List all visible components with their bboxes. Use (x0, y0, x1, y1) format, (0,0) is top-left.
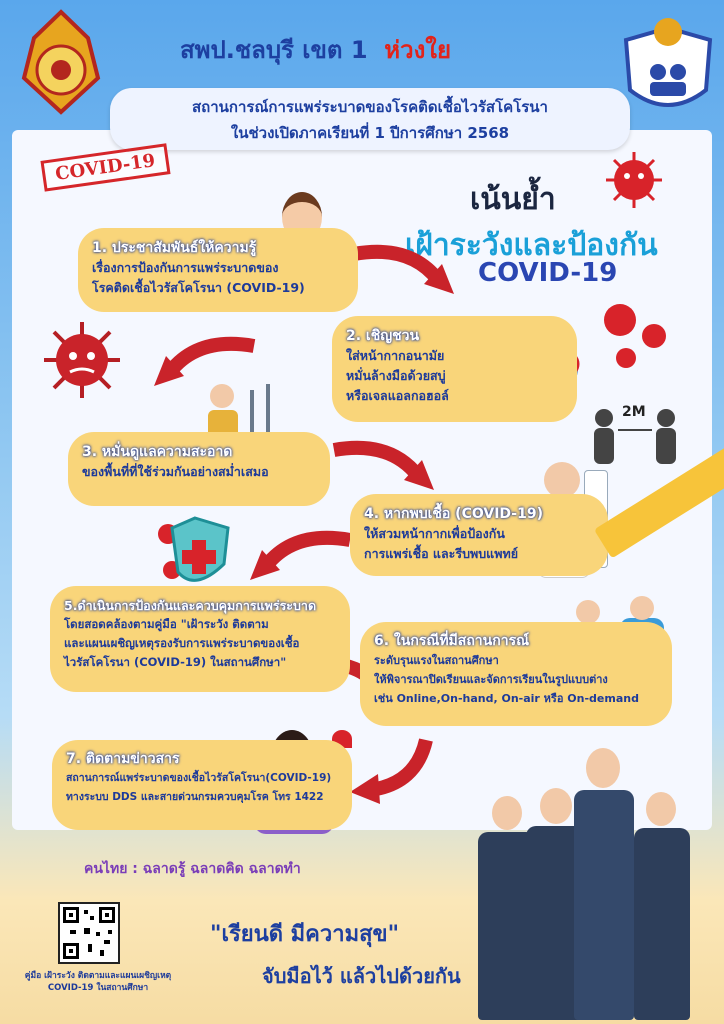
virus-icon (604, 150, 664, 214)
step-text: โรคติดเชื้อไวรัสโคโรนา (COVID-19) (92, 280, 305, 295)
left-emblem-logo (18, 8, 104, 118)
step-text: การแพร่เชื้อ และรีบพบแพทย์ (364, 546, 519, 561)
slogan-subtext: จับมือไว้ แล้วไปด้วยกัน (262, 964, 461, 988)
qr-caption-line-1: คู่มือ เฝ้าระวัง ติดตามและแผนเผชิญเหตุ (24, 971, 172, 981)
step-5-box (50, 586, 350, 692)
step-title: 6. ในกรณีที่มีสถานการณ์ (374, 633, 530, 649)
tagline: คนไทย : ฉลาดรู้ ฉลาดคิด ฉลาดทำ (84, 861, 301, 877)
business-people-illustration (470, 740, 710, 1020)
step-6-box (360, 622, 672, 726)
covid-stamp: COVID-19 (40, 143, 170, 191)
arrow-left-icon (148, 336, 258, 400)
step-text: หมั่นล้างมือด้วยสบู่ (346, 368, 446, 383)
subtitle-line-2: ในช่วงเปิดภาคเรียนที่ 1 ปีการศึกษา 2568 (230, 124, 510, 142)
shield-icon (150, 512, 240, 596)
step-1-box (78, 228, 358, 312)
distance-label: 2M (622, 404, 646, 420)
step-text: เช่น Online,On-hand, On-air หรือ On-demand (374, 692, 639, 705)
step-text: และแผนเผชิญเหตุรองรับการแพร่ระบาดของเชื้อ (64, 636, 300, 650)
step-text: ให้พิจารณาปิดเรียนและจัดการเรียนในรูปแบบต่าง (374, 673, 608, 686)
arrow-right-icon (350, 244, 460, 308)
step-title: 7. ติดตามข่าวสาร (66, 751, 180, 767)
step-text: ให้สวมหน้ากากเพื่อป้องกัน (364, 526, 505, 541)
step-text: ไวรัสโคโรนา (COVID-19) ในสถานศึกษา" (64, 655, 287, 669)
focus-covid-label: COVID-19 (478, 258, 618, 288)
step-text: โดยสอดคล้องตามคู่มือ "เฝ้าระวัง ติดตาม (64, 617, 269, 631)
step-title: 4. หากพบเชื้อ (COVID-19) (364, 506, 543, 522)
step-2-box (332, 316, 577, 422)
focus-heading: เน้นย้ำ (470, 182, 556, 217)
page-title: สพป.ชลบุรี เขต 1 ห่วงใย (180, 36, 452, 64)
step-text: ทางระบบ DDS และสายด่วนกรมควบคุมโรค โทร 1422 (66, 791, 324, 803)
step-title: 1. ประชาสัมพันธ์ให้ความรู้ (92, 240, 257, 256)
arrow-left-icon (346, 734, 436, 812)
focus-subheading: เฝ้าระวังและป้องกัน (405, 228, 658, 263)
title-highlight: ห่วงใย (384, 36, 452, 64)
subtitle-banner (110, 88, 630, 150)
qr-code[interactable] (58, 902, 120, 964)
step-title: 3. หมั่นดูแลความสะอาด (82, 444, 233, 460)
step-title: 5.ดำเนินการป้องกันและควบคุมการแพร่ระบาด (64, 598, 317, 613)
step-7-box (52, 740, 352, 830)
arrow-left-icon (244, 530, 354, 594)
step-3-box (68, 432, 330, 506)
step-title: 2. เชิญชวน (346, 328, 420, 344)
angry-virus-icon (42, 320, 122, 404)
step-4-box (350, 494, 608, 576)
step-text: ของพื้นที่ที่ใช้ร่วมกันอย่างสม่ำเสมอ (82, 464, 269, 479)
right-center-logo (620, 10, 716, 120)
step-text: ใส่หน้ากากอนามัย (346, 348, 445, 363)
subtitle-line-1: สถานการณ์การแพร่ระบาดของโรคติดเชื้อไวรัสโคโรนา (192, 98, 548, 116)
step-text: หรือเจลแอลกอฮอล์ (346, 388, 449, 403)
virus-cluster-icon (596, 296, 676, 380)
slogan-quote: "เรียนดี มีความสุข" (210, 922, 400, 947)
step-text: สถานการณ์แพร่ระบาดของเชื้อไวรัสโคโรนา(COVID-19) (66, 772, 332, 784)
step-text: เรื่องการป้องกันการแพร่ระบาดของ (92, 260, 279, 275)
step-text: ระดับรุนแรงในสถานศึกษา (374, 654, 499, 667)
qr-caption-line-2: COVID-19 ในสถานศึกษา (47, 983, 149, 993)
qr-caption (8, 970, 188, 994)
